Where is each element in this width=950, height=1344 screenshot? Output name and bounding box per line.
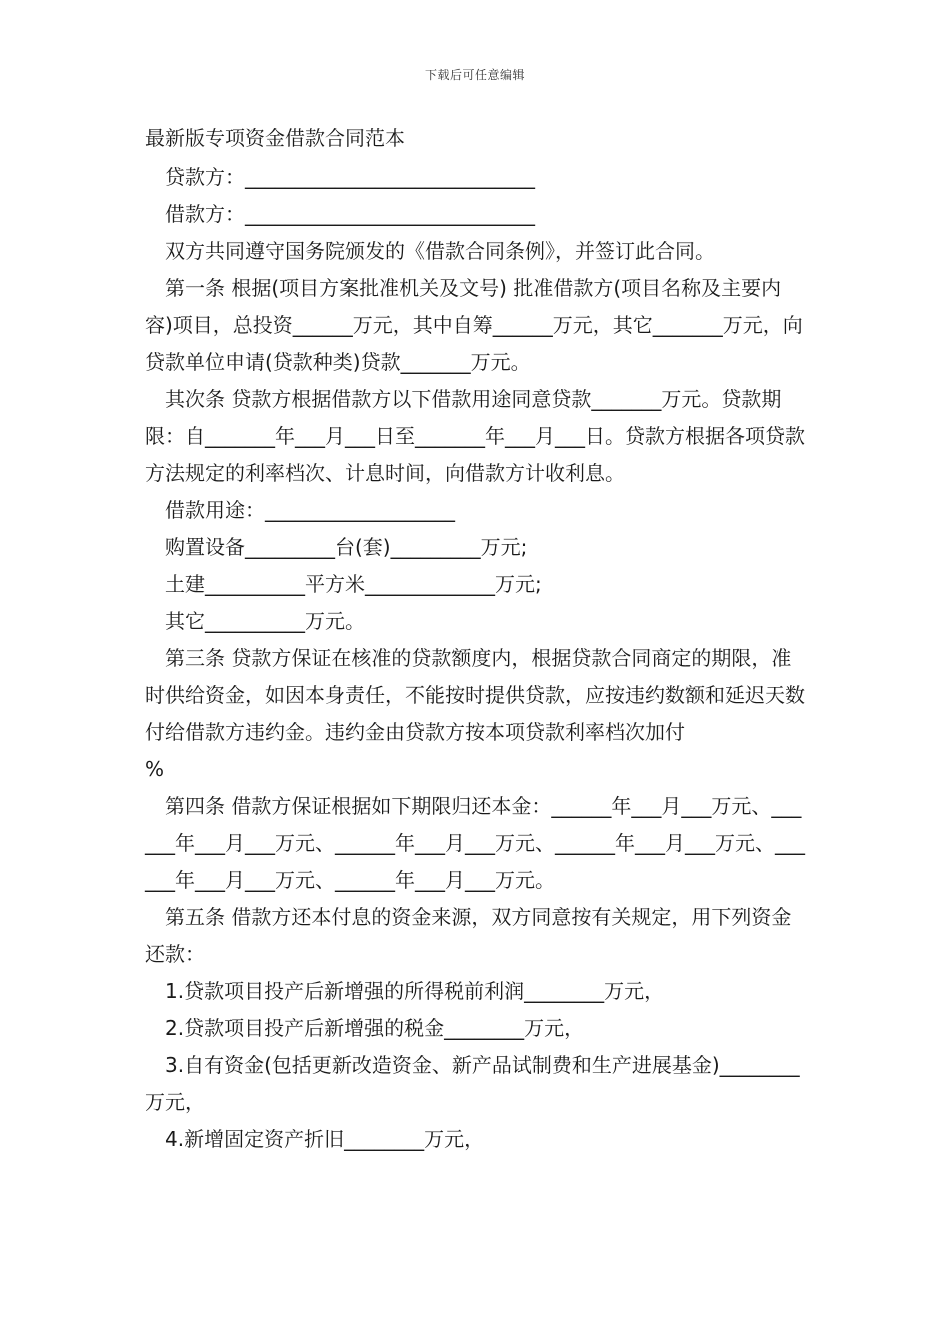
document-title: 最新版专项资金借款合同范本 — [145, 126, 405, 150]
document-body — [145, 120, 807, 1158]
percent-sign: % — [145, 757, 165, 781]
repayment-source-2: 2.贷款项目投产后新增强的税金________万元， — [165, 1016, 585, 1040]
article-1-paragraph: 第一条 根据(项目方案批准机关及文号) 批准借款方(项目名称及主要内容)项目，总投资______万元，其中自筹______万元，其它_______万元，向贷款单位申请(贷款种类)贷款_______万元。 — [145, 276, 803, 374]
article-4-paragraph: 第四条 借款方保证根据如下期限归还本金：______年___月___万元、______年___月___万元、______年___月___万元、______年___月___万元、______年___月___万元、______年___月___万元。 — [145, 794, 805, 892]
repayment-source-1: 1.贷款项目投产后新增强的所得税前利润________万元， — [165, 979, 665, 1003]
article-3-paragraph: 第三条 贷款方保证在核准的贷款额度内，根据贷款合同商定的期限，准时供给资金，如因本身责任，不能按时提供贷款，应按违约数额和延迟天数付给借款方违约金。违约金由贷款方按本项贷款利率档次加付 — [145, 646, 805, 744]
construction-field: 土建__________平方米_____________万元; — [165, 572, 542, 596]
borrower-field: 借款方：_____________________________ — [165, 202, 535, 226]
equipment-purchase-field: 购置设备_________台(套)_________万元; — [165, 535, 528, 559]
article-2-paragraph: 其次条 贷款方根据借款方以下借款用途同意贷款_______万元。贷款期限：自_______年___月___日至_______年___月___日。贷款方根据各项贷款方法规定的利率档次、计息时间，向借款方计收利息。 — [145, 387, 805, 485]
preamble-paragraph: 双方共同遵守国务院颁发的《借款合同条例》，并签订此合同。 — [165, 239, 715, 263]
loan-purpose-field: 借款用途：___________________ — [165, 498, 455, 522]
article-5-paragraph: 第五条 借款方还本付息的资金来源，双方同意按有关规定，用下列资金还款： — [145, 905, 792, 966]
lender-field: 贷款方：_____________________________ — [165, 165, 535, 189]
repayment-source-3: 3.自有资金(包括更新改造资金、新产品试制费和生产进展基金)________万元， — [145, 1053, 800, 1114]
repayment-source-4: 4.新增固定资产折旧________万元， — [165, 1127, 485, 1151]
other-purpose-field: 其它__________万元。 — [165, 609, 365, 633]
page-header-note: 下载后可任意编辑 — [424, 68, 525, 82]
